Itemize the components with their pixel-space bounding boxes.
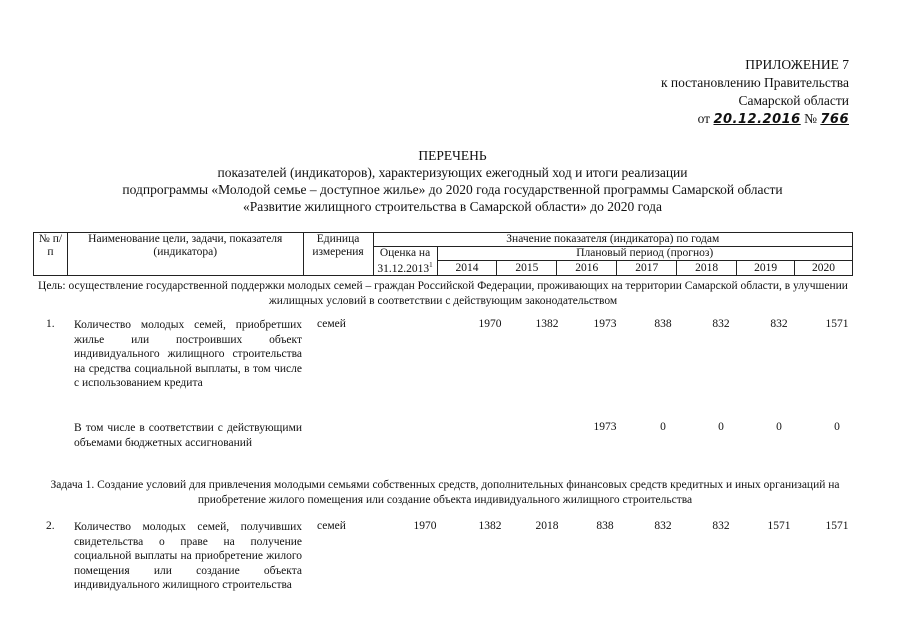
number-prefix: № <box>804 111 817 126</box>
row-1-value: 1970 <box>478 318 502 330</box>
row-1-value: 832 <box>770 318 788 330</box>
header-year: 2018 <box>677 261 737 275</box>
appendix-block <box>589 56 849 129</box>
header-name: Наименование цели, задачи, показателя (индикатора) <box>67 233 303 276</box>
header-year: 2015 <box>497 261 557 275</box>
heading-line2: подпрограммы «Молодой семье – доступное жилье» до 2020 года государственной программы Самарской области <box>122 182 783 197</box>
header-estimate-cell <box>373 247 437 276</box>
number-value: 766 <box>820 112 849 127</box>
header-year: 2017 <box>617 261 677 275</box>
row-2-value: 832 <box>654 520 672 532</box>
row-2-name: Количество молодых семей, получивших свидетельства о праве на получение социальной выплаты на приобретение жилого помещения или создание объекта индивидуального жилищного строительства <box>74 521 302 591</box>
row-1a-name: В том числе в соответствии с действующими объемами бюджетных ассигнований <box>74 422 302 449</box>
goal-text: Цель: осуществление государственной поддержки молодых семей – граждан Российской Федерации, проживающих на территории Самарской области, в улучшении жилищных условий в соответствии с действующим законодательством <box>38 280 848 307</box>
heading-title: ПЕРЕЧЕНЬ <box>418 148 487 163</box>
row-2-value: 1382 <box>478 520 502 532</box>
header-year: 2016 <box>557 261 617 275</box>
row-1-value: 1571 <box>825 318 849 330</box>
header-num: № п/п <box>34 233 68 276</box>
header-plan: Плановый период (прогноз) <box>437 247 853 261</box>
heading-line1: показателей (индикаторов), характеризующих ежегодный ход и итоги реализации <box>217 165 688 180</box>
row-1a-value: 0 <box>776 421 782 433</box>
header-unit: Единица измерения <box>303 233 373 276</box>
row-1-name: Количество молодых семей, приобретших жилье или построивших объект индивидуального жилищного строительства на средства социальной выплаты, в том числе с использованием кредита <box>74 319 302 389</box>
row-1-num: 1. <box>46 318 55 330</box>
row-2-value: 838 <box>596 520 614 532</box>
row-1-value: 1973 <box>593 318 617 330</box>
row-2-num: 2. <box>46 520 55 532</box>
row-1-value: 1382 <box>535 318 559 330</box>
row-1-value: 832 <box>712 318 730 330</box>
row-2-value: 1970 <box>413 520 437 532</box>
document-heading <box>0 147 905 215</box>
row-2-unit: семей <box>317 520 346 532</box>
heading-line3: «Развитие жилищного строительства в Самарской области» до 2020 года <box>242 199 663 214</box>
row-2-value: 1571 <box>767 520 791 532</box>
task-text: Задача 1. Создание условий для привлечения молодыми семьями собственных средств, дополнительных финансовых средств кредитных и иных организаций на приобретение жилого помещения или создание объекта индивидуального жилищного строительства <box>50 479 840 506</box>
header-values: Значение показателя (индикатора) по годам <box>373 233 852 247</box>
row-1-value: 838 <box>654 318 672 330</box>
appendix-line1: к постановлению Правительства <box>660 75 849 90</box>
row-2-value: 2018 <box>535 520 559 532</box>
appendix-title: ПРИЛОЖЕНИЕ 7 <box>745 57 849 72</box>
appendix-date-line <box>589 110 849 129</box>
header-estimate: Оценка на 31.12.2013 <box>377 247 431 275</box>
appendix-line2: Самарской области <box>738 93 849 108</box>
row-1a-value: 0 <box>718 421 724 433</box>
header-year: 2019 <box>737 261 795 275</box>
row-1a-value: 1973 <box>593 421 617 433</box>
row-1a-value: 0 <box>660 421 666 433</box>
header-year: 2020 <box>795 261 853 275</box>
date-prefix: от <box>697 111 711 126</box>
row-1-unit: семей <box>317 318 346 330</box>
row-2-value: 832 <box>712 520 730 532</box>
header-year: 2014 <box>437 261 497 275</box>
indicators-table-header <box>33 232 853 276</box>
row-1a-value: 0 <box>834 421 840 433</box>
row-2-value: 1571 <box>825 520 849 532</box>
date-value: 20.12.2016 <box>713 112 801 127</box>
header-estimate-note: 1 <box>429 261 433 269</box>
